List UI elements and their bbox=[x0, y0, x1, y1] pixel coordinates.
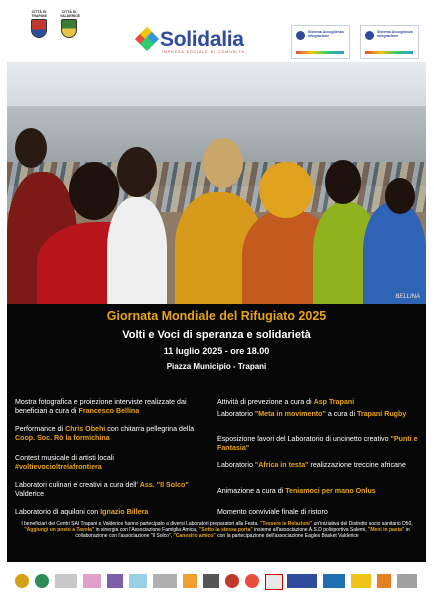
item-text: Laboratorio bbox=[217, 461, 255, 469]
sai-label: Sistema Accoglienza Integrazione bbox=[377, 30, 413, 39]
trapani-crest bbox=[30, 10, 48, 38]
event-panel bbox=[7, 304, 426, 562]
person-head bbox=[385, 178, 415, 214]
program-item bbox=[217, 435, 419, 452]
sponsor-logo bbox=[35, 574, 49, 588]
photo-credit: BELLINA bbox=[395, 294, 420, 300]
event-place: Piazza Municipio - Trapani bbox=[166, 362, 267, 371]
solidalia-logo bbox=[136, 28, 264, 56]
item-text: Animazione a cura di bbox=[217, 487, 286, 495]
sponsor-logo bbox=[129, 574, 147, 588]
diamond-icon bbox=[136, 28, 158, 50]
note-highlight: "Meni in pasta" bbox=[367, 527, 405, 534]
sai-icon bbox=[365, 31, 374, 40]
program-item bbox=[15, 454, 211, 471]
sponsor-logo bbox=[377, 574, 391, 588]
item-text: Mostra fotografica e proiezione interviste realizzate dai beneficiari a cura di bbox=[15, 398, 187, 415]
note-text: in sinergia con l'Associazione Famiglia Amica, bbox=[94, 527, 199, 534]
person-head bbox=[203, 138, 243, 188]
sponsor-logo bbox=[107, 574, 123, 588]
brand-tagline: IMPRESA SOCIALE DI COMUNITÀ bbox=[162, 50, 245, 54]
program-item bbox=[15, 508, 211, 517]
sky bbox=[7, 62, 426, 110]
item-text: Momento conviviale finale di ristoro bbox=[217, 508, 328, 516]
program-item bbox=[217, 487, 419, 496]
event-subtitle: Volti e Voci di speranza e solidarietà bbox=[122, 329, 311, 341]
item-text: Esposizione lavori del Laboratorio di uncinetto creativo bbox=[217, 435, 391, 443]
item-highlight: "Africa in testa" bbox=[254, 461, 309, 469]
brand-name: Solidalia bbox=[160, 28, 244, 51]
sai-logo bbox=[291, 25, 350, 59]
valderice-crest bbox=[60, 10, 78, 38]
event-datetime: 11 luglio 2025 - ore 18.00 bbox=[163, 346, 270, 356]
sponsor-logos bbox=[7, 568, 426, 596]
sponsor-logo bbox=[83, 574, 101, 588]
sponsor-logo bbox=[183, 574, 197, 588]
person-head bbox=[259, 162, 313, 218]
sponsor-logo bbox=[323, 574, 345, 588]
person-head bbox=[69, 162, 119, 220]
shield-icon bbox=[31, 19, 47, 38]
sponsor-logo bbox=[203, 574, 219, 588]
program-item bbox=[217, 410, 419, 419]
person-head bbox=[15, 128, 47, 168]
item-highlight: "Meta in movimento" bbox=[254, 410, 326, 418]
sponsor-logo bbox=[153, 574, 177, 588]
item-text: Attività di prevezione a cura di bbox=[217, 398, 314, 406]
person bbox=[107, 197, 167, 308]
person-head bbox=[325, 160, 361, 204]
program-item bbox=[217, 461, 419, 470]
item-text: a cura di bbox=[325, 410, 357, 418]
sai-label: Sistema Accoglienza Integrazione bbox=[308, 30, 344, 39]
sponsor-logo bbox=[287, 574, 317, 588]
person-head bbox=[117, 147, 157, 197]
item-highlight: Francesco Bellina bbox=[78, 406, 140, 415]
sai-logo bbox=[360, 25, 419, 59]
program-item bbox=[15, 425, 211, 442]
item-text: Laboratori culinari e creativi a cura dell' bbox=[15, 481, 140, 489]
program-item bbox=[217, 398, 419, 407]
note-highlight: "Sotto la stessa porta" bbox=[198, 527, 253, 534]
hashtag: #voltievocioltrelafrontiera bbox=[15, 462, 102, 471]
note-text: insieme all'associazione A.S.D polisportiva Salemi, bbox=[252, 527, 368, 534]
program-item bbox=[15, 481, 211, 498]
hero-photo bbox=[7, 62, 426, 308]
item-highlight: "Punti e Fantasia" bbox=[217, 435, 418, 452]
footer-note bbox=[15, 521, 419, 540]
sponsor-logo bbox=[225, 574, 239, 588]
note-highlight: "Canestro amico" bbox=[173, 533, 216, 540]
item-highlight: Trapani Rugby bbox=[357, 410, 407, 418]
program-item bbox=[217, 508, 419, 517]
person bbox=[363, 202, 426, 308]
item-text: Performance di bbox=[15, 425, 66, 433]
note-highlight: "Tessere le Relazioni" bbox=[260, 521, 313, 527]
item-text: realizzazione treccine africane bbox=[308, 461, 406, 469]
sponsor-logo bbox=[245, 574, 259, 588]
item-text: con chitarra pellegrina della bbox=[105, 425, 195, 433]
item-highlight: Asp Trapani bbox=[313, 398, 355, 406]
note-text: in collaborazione con l'associazione "Il Solco", bbox=[75, 527, 410, 540]
item-highlight: Teniamoci per mano Onlus bbox=[285, 487, 376, 495]
item-highlight: Ass. "Il Solco" bbox=[139, 481, 189, 489]
shield-icon bbox=[61, 19, 77, 38]
sai-icon bbox=[296, 31, 305, 40]
crest-caption: CITTÀ DI VALDERICE bbox=[60, 10, 80, 18]
sponsor-logo bbox=[55, 574, 77, 588]
item-highlight: Coop. Soc. Rò la formichina bbox=[15, 433, 110, 442]
crest-caption: CITTÀ DI TRAPANI bbox=[31, 10, 47, 18]
sponsor-logo bbox=[265, 574, 283, 590]
sponsor-logo bbox=[15, 574, 29, 588]
event-title: Giornata Mondiale del Rifugiato 2025 bbox=[106, 309, 327, 323]
sponsor-logo bbox=[351, 574, 371, 588]
item-highlight: Chris Obehi bbox=[65, 425, 106, 433]
program-item bbox=[15, 398, 211, 415]
note-text: un'iniziativa del Distretto socio sanitario D50, bbox=[312, 521, 413, 527]
item-text: Valderice bbox=[15, 489, 45, 498]
note-text: I beneficiari dei Centri SAI Trapani e Valderice hanno partecipato a diversi Laboratori preparatori alla Festa. bbox=[21, 521, 261, 527]
note-highlight: "Aggiungi un posto a Tavola" bbox=[24, 527, 95, 534]
note-text: con la partecipazione dell'associazione Eagles Basket Valderice bbox=[215, 533, 359, 540]
item-text: Contest musicale di artisti locali bbox=[15, 454, 114, 462]
color-bar bbox=[296, 51, 344, 54]
item-text: Laboratorio di aquiloni con bbox=[15, 508, 101, 516]
item-text: Laboratorio bbox=[217, 410, 255, 418]
sponsor-logo bbox=[397, 574, 417, 588]
color-bar bbox=[365, 51, 413, 54]
item-highlight: Ignazio Billera bbox=[100, 508, 149, 516]
header bbox=[0, 0, 434, 62]
